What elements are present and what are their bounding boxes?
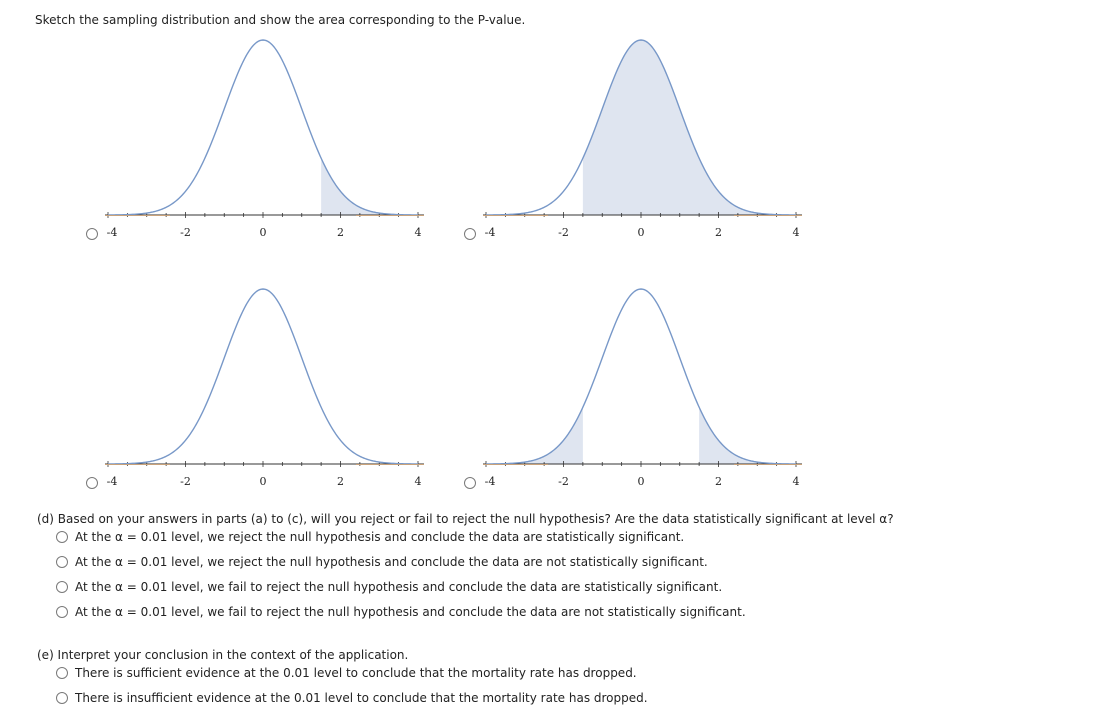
tick-label: 2 <box>337 475 344 488</box>
question-d-option-4[interactable] <box>56 605 746 619</box>
tick-label: -2 <box>558 475 569 488</box>
question-e-text: (e) Interpret your conclusion in the context of the application. <box>37 648 409 662</box>
tick-label: 0 <box>637 475 645 488</box>
tick-label: -4 <box>484 226 496 239</box>
tick-label: 4 <box>414 226 422 239</box>
tick-label: 2 <box>715 226 722 239</box>
tick-label: -4 <box>484 475 496 488</box>
question-d-option-1-label: At the α = 0.01 level, we reject the null hypothesis and conclude the data are statistically significant. <box>75 530 685 544</box>
question-e-option-1-label: There is sufficient evidence at the 0.01 level to conclude that the mortality rate has dropped. <box>75 666 637 680</box>
normal-curve-4 <box>486 289 796 464</box>
question-d-option-2[interactable] <box>56 555 708 569</box>
question-d-text: (d) Based on your answers in parts (a) to (c), will you reject or fail to reject the null hypothesis? Are the data statistically significant at level α? <box>37 512 894 526</box>
tick-label: -2 <box>558 226 569 239</box>
tick-label: 4 <box>414 475 422 488</box>
question-d-option-4-radio[interactable] <box>56 606 68 618</box>
question-e-option-2[interactable] <box>56 691 648 705</box>
normal-curve-1 <box>108 40 418 215</box>
distribution-panel-4 <box>483 289 802 488</box>
shaded-area-4-2 <box>699 407 796 464</box>
tick-label: 0 <box>259 475 267 488</box>
shaded-area-2-1 <box>583 40 796 215</box>
question-e-option-2-radio[interactable] <box>56 692 68 704</box>
question-e-option-2-label: There is insufficient evidence at the 0.01 level to conclude that the mortality rate has dropped. <box>75 691 648 705</box>
tick-label: 4 <box>792 475 800 488</box>
tick-label: 0 <box>637 226 645 239</box>
question-d-option-1-radio[interactable] <box>56 531 68 543</box>
tick-label: -4 <box>106 475 118 488</box>
tick-label: -2 <box>180 226 191 239</box>
question-e-option-1[interactable] <box>56 666 637 680</box>
sketch-prompt: Sketch the sampling distribution and show the area corresponding to the P-value. <box>35 13 526 27</box>
question-d-option-3-radio[interactable] <box>56 581 68 593</box>
distribution-panel-3 <box>105 289 424 488</box>
question-d-option-3[interactable] <box>56 580 722 594</box>
tick-label: -2 <box>180 475 191 488</box>
question-d-option-2-label: At the α = 0.01 level, we reject the null hypothesis and conclude the data are not statistically significant. <box>75 555 708 569</box>
tick-label: 4 <box>792 226 800 239</box>
shaded-area-4-1 <box>486 407 583 464</box>
distribution-panel-2 <box>483 40 802 239</box>
shaded-area-1-1 <box>321 158 418 215</box>
question-d-option-1[interactable] <box>56 530 684 544</box>
tick-label: 2 <box>337 226 344 239</box>
question-d-option-2-radio[interactable] <box>56 556 68 568</box>
tick-label: 0 <box>259 226 267 239</box>
tick-label: -4 <box>106 226 118 239</box>
tick-label: 2 <box>715 475 722 488</box>
question-d-option-4-label: At the α = 0.01 level, we fail to reject the null hypothesis and conclude the data are not statistically significant. <box>75 605 746 619</box>
distribution-panel-1 <box>105 40 424 239</box>
question-d-option-3-label: At the α = 0.01 level, we fail to reject the null hypothesis and conclude the data are statistically significant. <box>75 580 723 594</box>
normal-curve-3 <box>108 289 418 464</box>
question-e-option-1-radio[interactable] <box>56 667 68 679</box>
